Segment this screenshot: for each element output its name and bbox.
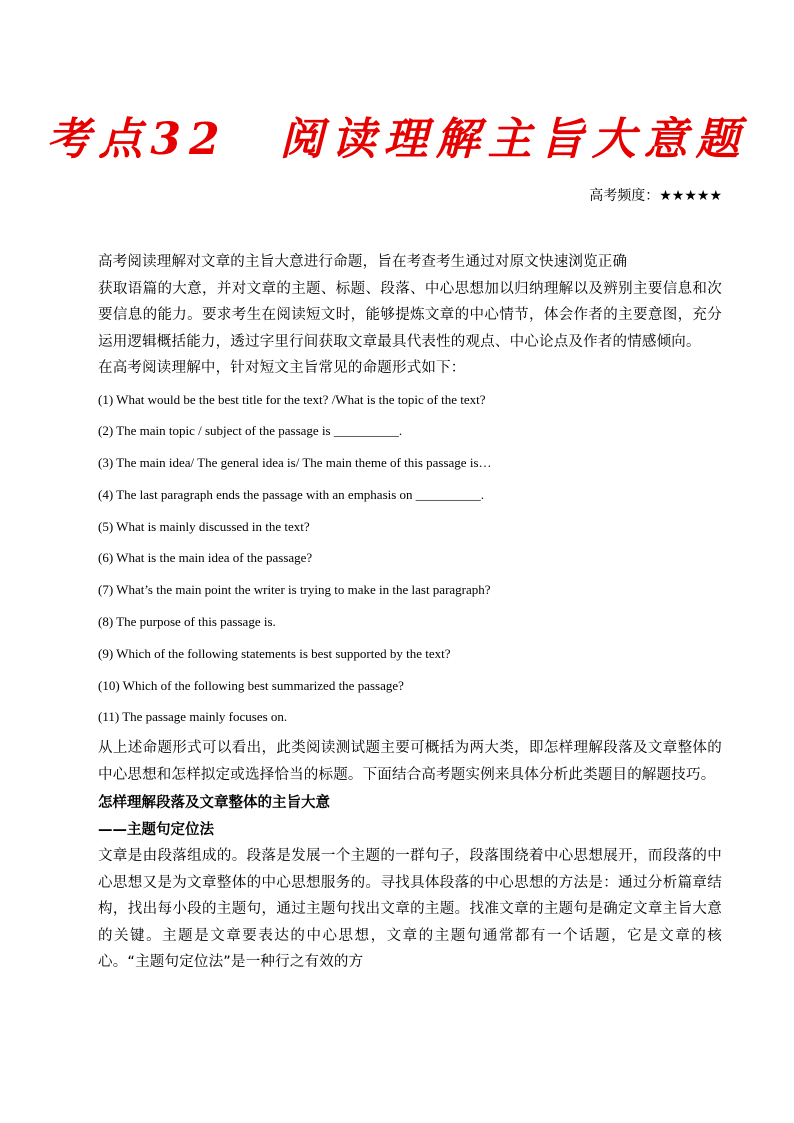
list-item: (1) What would be the best title for the text? /What is the topic of the text? — [98, 391, 486, 407]
list-item: (9) Which of the following statements is best supported by the text? — [98, 645, 451, 661]
list-item: (11) The passage mainly focuses on. — [98, 709, 288, 725]
list-item: (10) Which of the following best summarized the passage? — [98, 677, 404, 693]
intro-paragraph: 获取语篇的大意，并对文章的主题、标题、段落、中心思想加以归纳理解以及辨别主要信息和次要信息的能力。要求考生在阅读短文时，能够提炼文章的中心情节，体会作者的主要意图，充分运用逻辑概括能力，透过字里行间获取文章最具代表性的观点、中心论点及作者的情感倾向。 — [98, 280, 722, 350]
frequency-stars-icon: ★★★★★ — [659, 188, 722, 204]
summary-paragraph: 从上述命题形式可以看出，此类阅读测试题主要可概括为两大类，即怎样理解段落及文章整体的中心思想和怎样拟定或选择恰当的标题。下面结合高考题实例来具体分析此类题目的解题技巧。 — [98, 740, 722, 783]
question-forms-list — [98, 384, 722, 734]
forms-intro: 在高考阅读理解中，针对短文主旨常见的命题形式如下： — [98, 360, 466, 376]
list-item: (4) The last paragraph ends the passage with an emphasis on __________. — [98, 486, 485, 502]
method-paragraph: 文章是由段落组成的。段落是发展一个主题的一群句子，段落围绕着中心思想展开，而段落的中心思想又是为文章整体的中心思想服务的。寻找具体段落的中心思想的方法是：通过分析篇章结构，找出每小段的主题句，通过主题句找出文章的主题。找准文章的主题句是确定文章主旨大意的关键。主题是文章要表达的中心思想，文章的主题句通常都有一个话题，它是文章的核心。“主题句定位法”是一种行之有效的方 — [98, 848, 722, 971]
page-title: 考点32 阅读理解主旨大意题 — [46, 114, 748, 165]
frequency-label: 高考频度： — [589, 188, 660, 204]
section-heading: 怎样理解段落及文章整体的主旨大意 — [98, 795, 330, 812]
list-item: (2) The main topic / subject of the passage is __________. — [98, 423, 403, 439]
exam-frequency — [589, 186, 722, 206]
list-item: (6) What is the main idea of the passage? — [98, 550, 313, 566]
intro-first-line: 高考阅读理解对文章的主旨大意进行命题，旨在考查考生通过对原文快速浏览正确 — [98, 254, 628, 270]
list-item: (7) What’s the main point the writer is trying to make in the last paragraph? — [98, 582, 491, 598]
document-body — [98, 249, 722, 976]
method-heading: ——主题句定位法 — [98, 821, 214, 838]
list-item: (3) The main idea/ The general idea is/ The main theme of this passage is… — [98, 455, 492, 471]
list-item: (8) The purpose of this passage is. — [98, 614, 276, 630]
list-item: (5) What is mainly discussed in the text? — [98, 518, 310, 534]
